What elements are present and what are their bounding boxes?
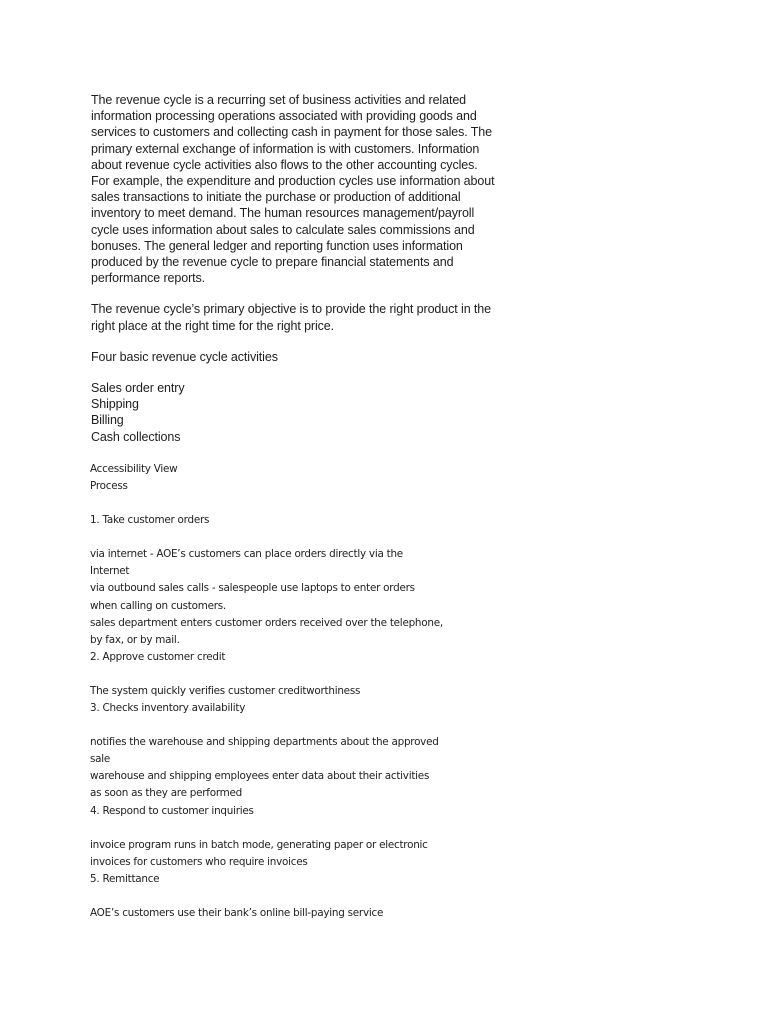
text-line: primary external exchange of information is with customers. Information: [91, 141, 480, 156]
text-line: when calling on customers.: [90, 599, 226, 612]
text-line: The system quickly verifies customer creditworthiness: [90, 684, 361, 697]
text-line: AOE’s customers use their bank’s online bill-paying service: [90, 906, 384, 919]
process-heading: Process: [90, 480, 128, 493]
text-line: by fax, or by mail.: [90, 633, 180, 646]
text-line: inventory to meet demand. The human resources management/payroll: [91, 206, 475, 221]
step-title: 2. Approve customer credit: [90, 650, 226, 663]
text-line: sales department enters customer orders received over the telephone,: [90, 616, 443, 629]
text-line: notifies the warehouse and shipping departments about the approved: [90, 736, 439, 749]
list-item: Cash collections: [91, 429, 181, 444]
activities-list: [91, 380, 521, 445]
list-item: Shipping: [91, 397, 139, 412]
process-section: [90, 461, 520, 922]
activities-heading: Four basic revenue cycle activities: [91, 349, 278, 364]
text-line: The revenue cycle’s primary objective is to provide the right product in the: [91, 302, 492, 317]
text-line: warehouse and shipping employees enter data about their activities: [90, 770, 430, 783]
text-line: right place at the right time for the right price.: [91, 318, 335, 333]
text-line: sale: [90, 753, 111, 766]
text-line: bonuses. The general ledger and reporting function uses information: [91, 238, 463, 253]
text-line: invoices for customers who require invoices: [90, 855, 308, 868]
text-line: via internet - AOE’s customers can place orders directly via the: [90, 548, 403, 561]
intro-paragraph: [91, 92, 521, 286]
text-line: cycle uses information about sales to calculate sales commissions and: [91, 222, 475, 237]
step-title: 5. Remittance: [90, 872, 160, 885]
text-line: produced by the revenue cycle to prepare financial statements and: [91, 255, 454, 270]
text-line: performance reports.: [91, 271, 206, 286]
text-line: The revenue cycle is a recurring set of business activities and related: [91, 93, 467, 107]
text-line: invoice program runs in batch mode, generating paper or electronic: [90, 838, 428, 851]
step-title: 3. Checks inventory availability: [90, 702, 246, 715]
text-line: For example, the expenditure and production cycles use information about: [91, 174, 495, 189]
objective-paragraph: [91, 301, 521, 333]
step-title: 1. Take customer orders: [90, 514, 210, 527]
revenue-cycle-intro: [91, 92, 521, 445]
list-item: Billing: [91, 413, 124, 428]
text-line: Internet: [90, 565, 130, 578]
list-item: Sales order entry: [91, 381, 185, 396]
step-title: 4. Respond to customer inquiries: [90, 804, 254, 817]
text-line: via outbound sales calls - salespeople use laptops to enter orders: [90, 582, 415, 595]
accessibility-view-label: Accessibility View: [90, 463, 178, 475]
text-line: information processing operations associated with providing goods and: [91, 109, 477, 124]
text-line: services to customers and collecting cash in payment for those sales. The: [91, 125, 493, 140]
text-line: about revenue cycle activities also flows to the other accounting cycles.: [91, 157, 478, 172]
text-line: as soon as they are performed: [90, 787, 243, 800]
text-line: sales transactions to initiate the purchase or production of additional: [91, 190, 461, 205]
